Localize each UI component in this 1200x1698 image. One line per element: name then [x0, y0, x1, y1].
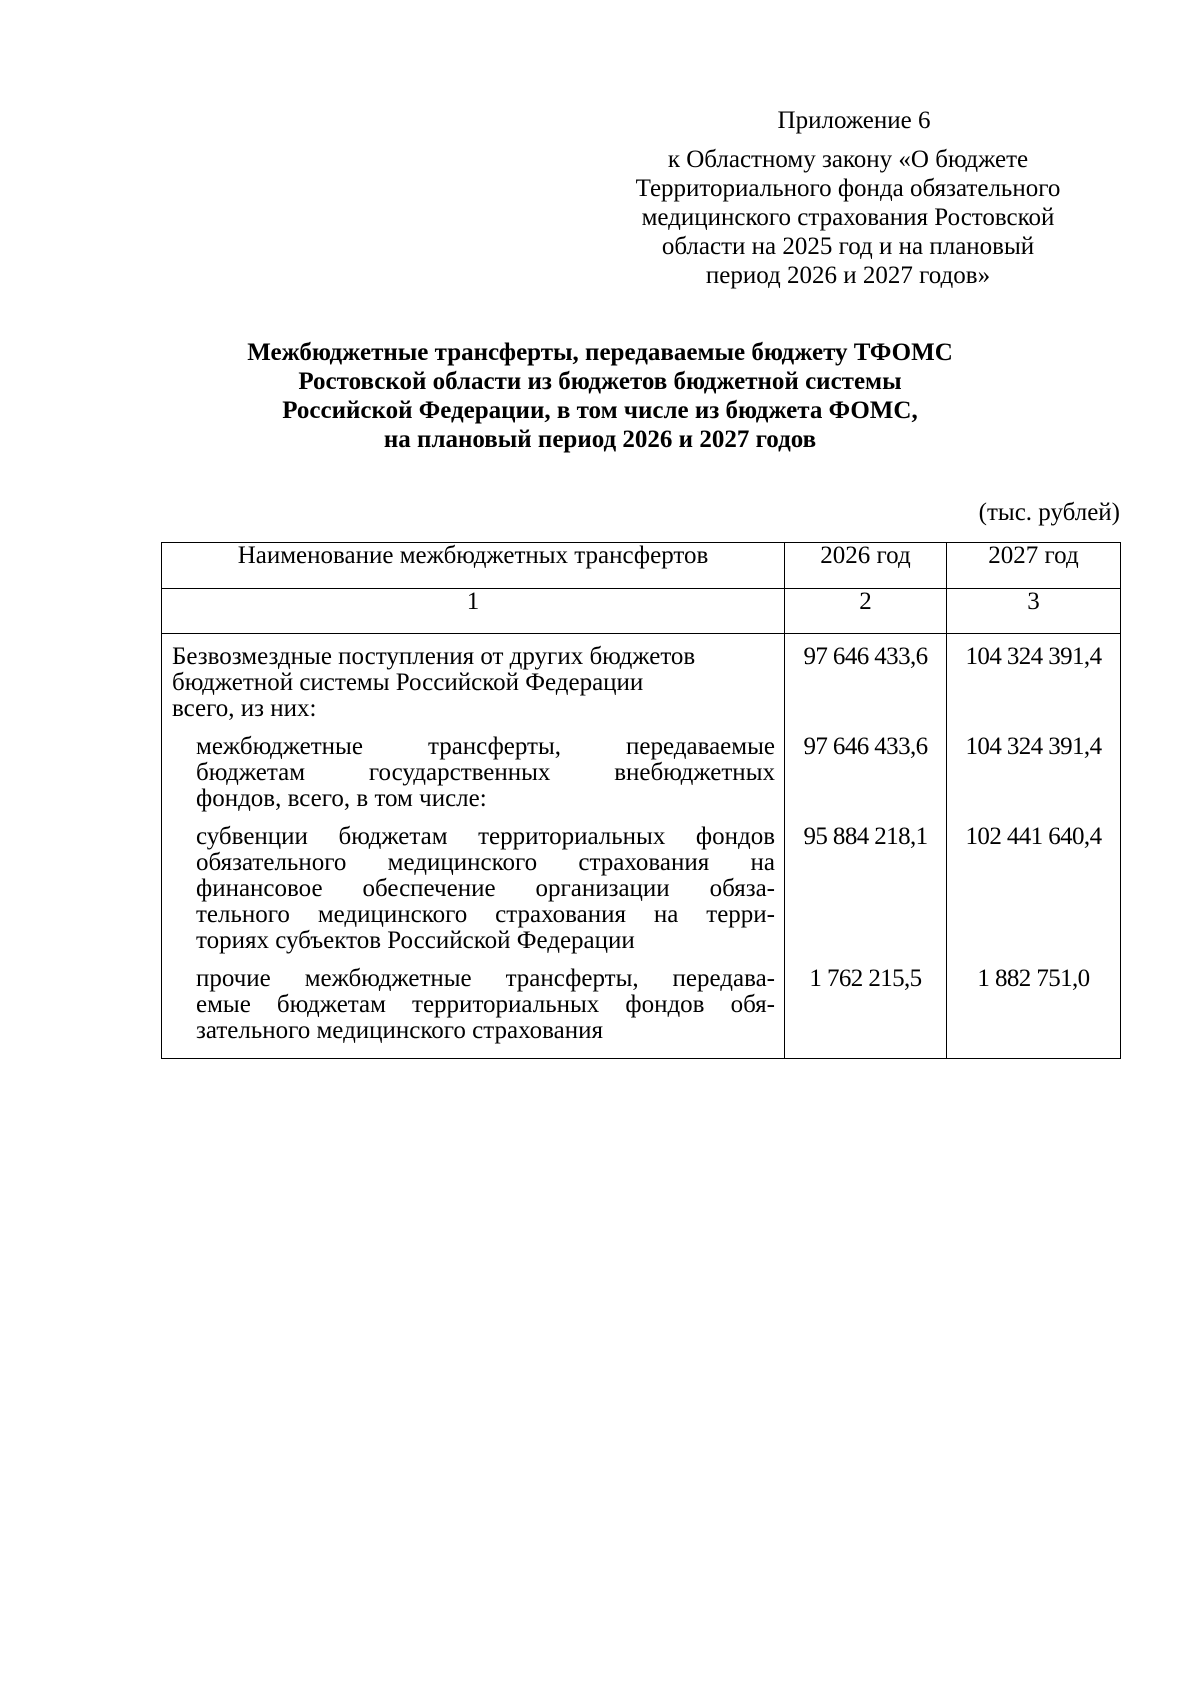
- value-cell: [947, 966, 1120, 992]
- column-number: 1: [162, 589, 785, 634]
- values-2026-column: [785, 634, 947, 1059]
- name-line: финансовое обеспечение организации обяза-: [196, 875, 775, 902]
- units-label: (тыс. рублей): [978, 499, 1120, 526]
- name-line: емые бюджетам территориальных фондов обя-: [196, 991, 775, 1018]
- appendix-line: медицинского страхования Ростовской: [641, 204, 1055, 231]
- table-body: [162, 634, 1121, 1059]
- values-2027-column: [947, 634, 1121, 1059]
- value-2027: 102 441 640,4: [965, 823, 1102, 850]
- name-line: бюджетам государственных внебюджетных: [196, 759, 775, 786]
- value-2026: 95 884 218,1: [803, 823, 928, 850]
- names-column: [162, 634, 785, 1059]
- name-line: ториях субъектов Российской Федерации: [196, 927, 635, 954]
- column-header-2026: 2026 год: [785, 543, 947, 589]
- table-header-row: [162, 543, 1121, 589]
- column-number-row: [162, 589, 1121, 634]
- document-title: [160, 338, 1040, 454]
- transfers-table: [161, 542, 1121, 1059]
- appendix-line: области на 2025 год и на плановый: [661, 233, 1035, 260]
- column-header-name: Наименование межбюджетных трансфертов: [162, 543, 785, 589]
- value-2027: 104 324 391,4: [965, 733, 1102, 760]
- value-cell: [785, 966, 946, 992]
- name-line: межбюджетные трансферты, передаваемые: [196, 733, 775, 760]
- value-2026: 97 646 433,6: [803, 733, 928, 760]
- value-cell: [947, 644, 1120, 734]
- column-header-2027: 2027 год: [947, 543, 1121, 589]
- title-line: Российской Федерации, в том числе из бюджета ФОМС,: [282, 397, 918, 424]
- row-subventions-name: [162, 824, 784, 966]
- value-2027: 104 324 391,4: [965, 643, 1102, 670]
- value-cell: [947, 824, 1120, 966]
- column-number: 2: [785, 589, 947, 634]
- name-line: всего, из них:: [172, 695, 317, 722]
- appendix-line: период 2026 и 2027 годов»: [705, 262, 991, 289]
- value-cell: [785, 824, 946, 966]
- name-line: бюджетной системы Российской Федерации: [172, 669, 644, 696]
- value-2027: 1 882 751,0: [977, 965, 1090, 992]
- appendix-caption: [598, 106, 1098, 290]
- row-other-transfers-name: [162, 966, 784, 1058]
- title-line: Межбюджетные трансферты, передаваемые бюджету ТФОМС: [247, 339, 953, 366]
- name-line: субвенции бюджетам территориальных фондов: [196, 823, 775, 850]
- name-line: зательного медицинского страхования: [196, 1017, 603, 1044]
- row-total-name: [162, 634, 784, 734]
- name-line: фондов, всего, в том числе:: [196, 785, 487, 812]
- value-2026: 97 646 433,6: [803, 643, 928, 670]
- title-line: на плановый период 2026 и 2027 годов: [383, 426, 817, 453]
- value-cell: [947, 734, 1120, 824]
- column-number: 3: [947, 589, 1121, 634]
- name-line: обязательного медицинского страхования на: [196, 849, 775, 876]
- appendix-line: Территориального фонда обязательного: [635, 175, 1061, 202]
- appendix-number: Приложение 6: [777, 107, 931, 134]
- value-2026: 1 762 215,5: [809, 965, 922, 992]
- name-line: Безвозмездные поступления от других бюджетов: [172, 643, 696, 670]
- title-line: Ростовской области из бюджетов бюджетной системы: [298, 368, 902, 395]
- row-extrabudgetary-name: [162, 734, 784, 824]
- value-cell: [785, 734, 946, 824]
- name-line: тельного медицинского страхования на терри-: [196, 901, 775, 928]
- name-line: прочие межбюджетные трансферты, передава-: [196, 965, 775, 992]
- appendix-line: к Областному закону «О бюджете: [667, 146, 1029, 173]
- value-cell: [785, 644, 946, 734]
